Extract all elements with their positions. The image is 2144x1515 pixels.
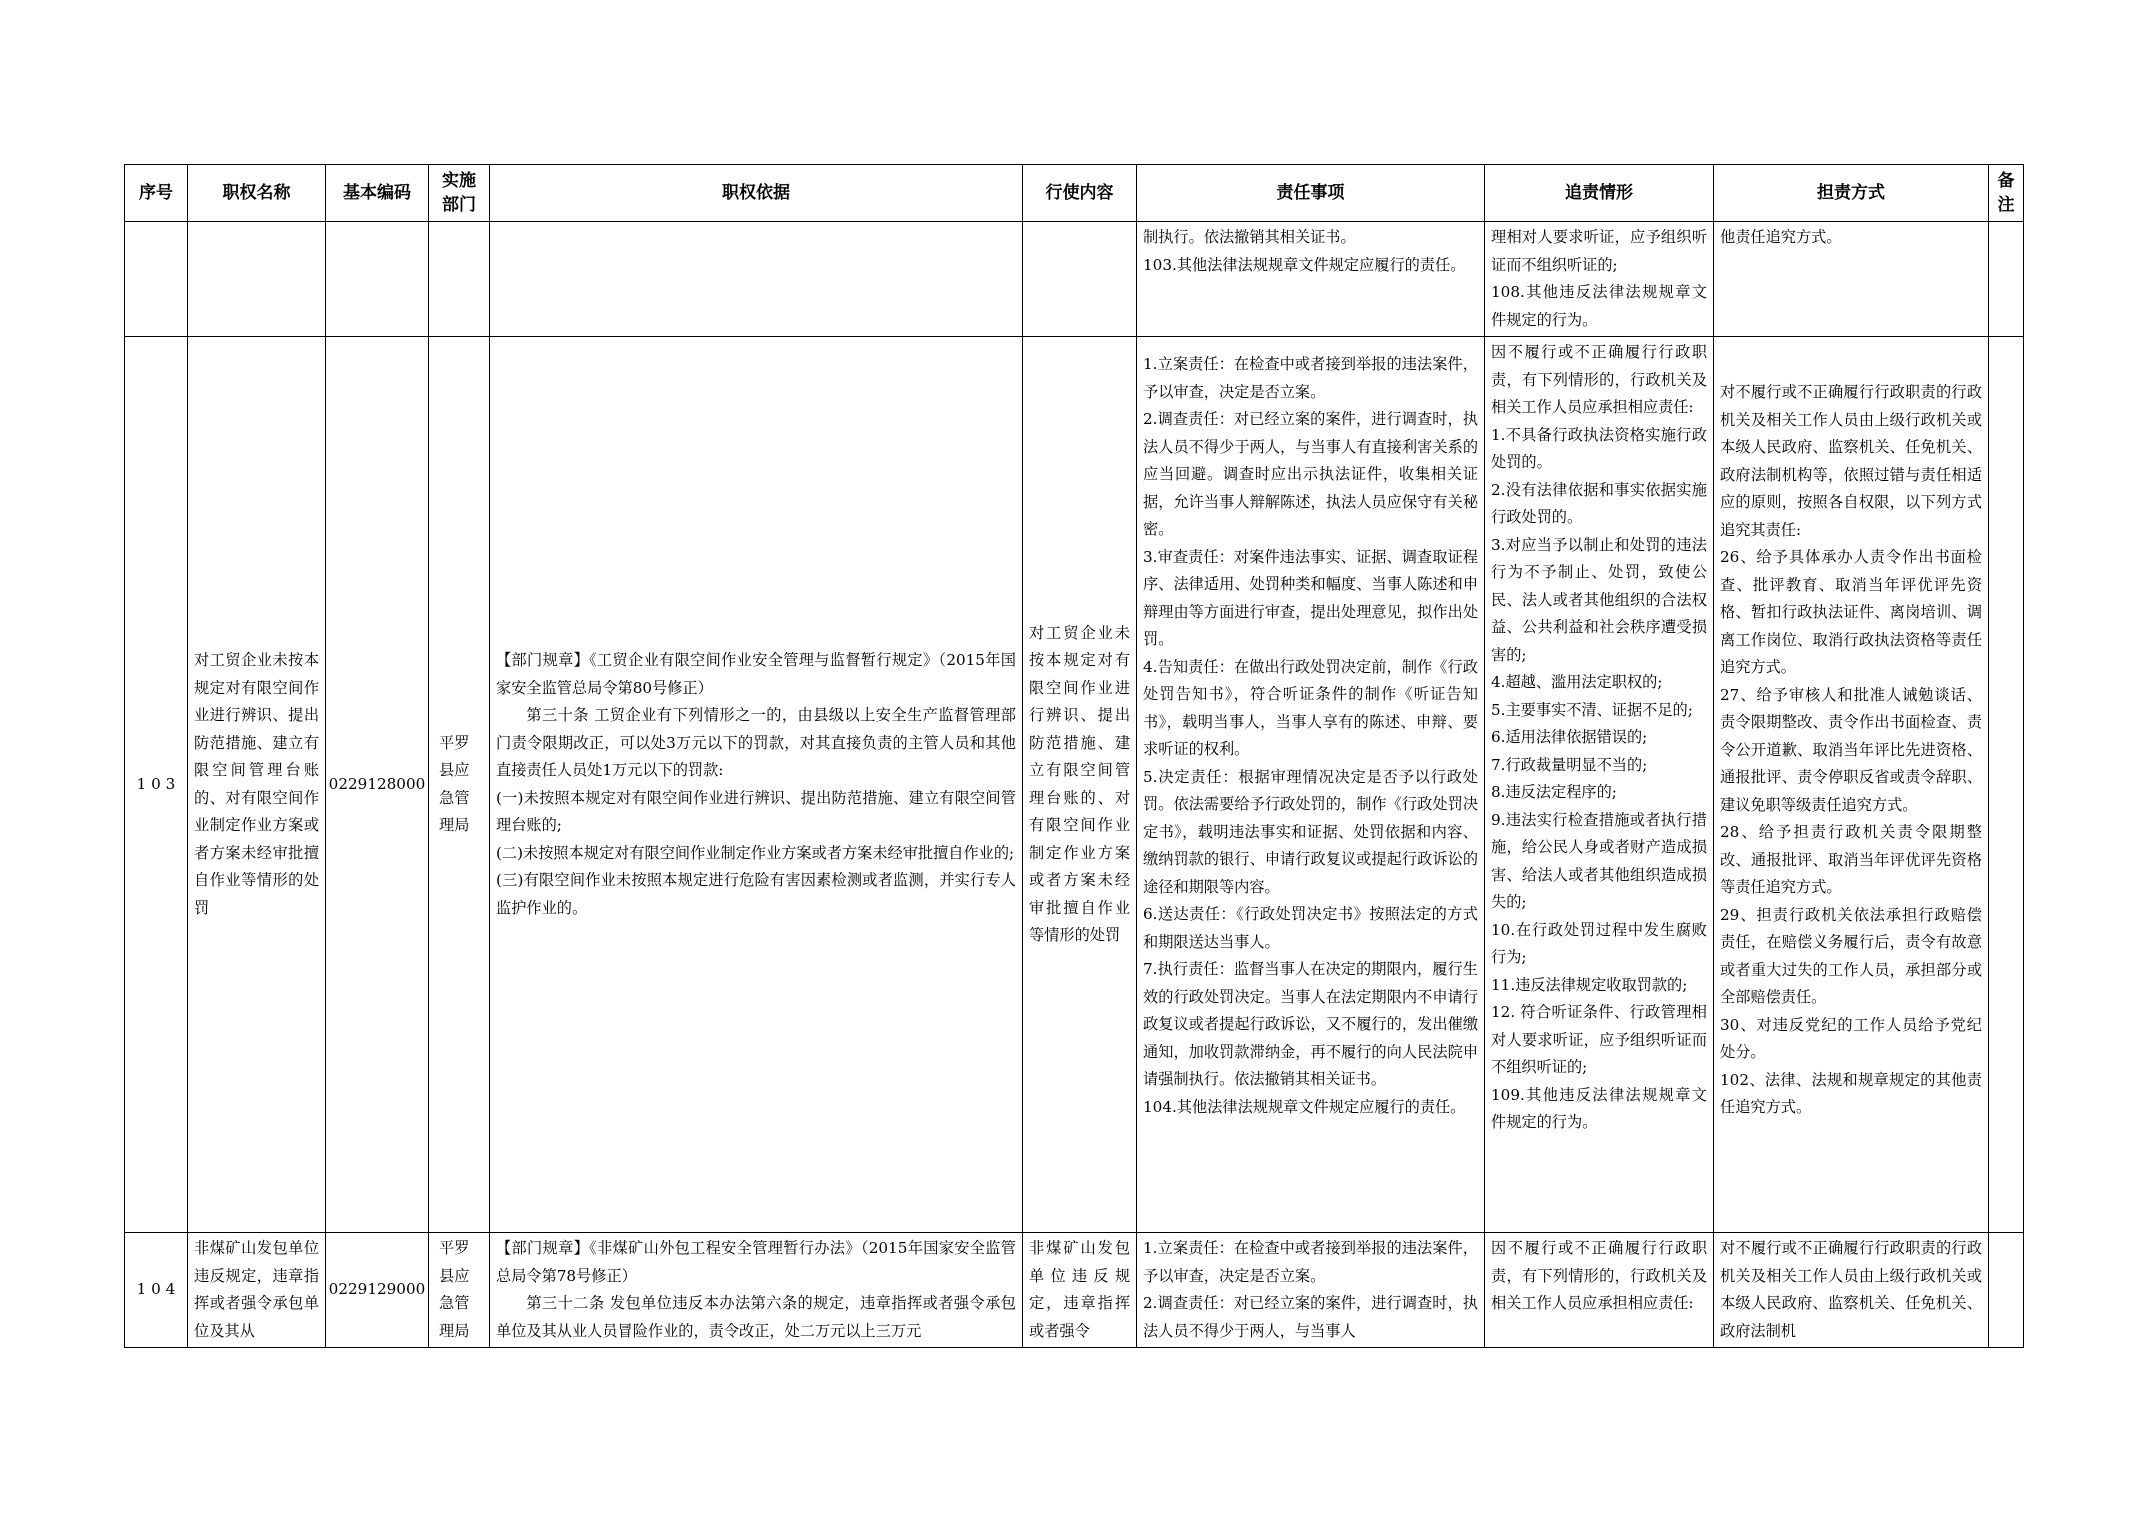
table-row (125, 1233, 2024, 1348)
responsibility-line: 102、法律、法规和规章规定的其他责任追究方式。 (1720, 1070, 1982, 1116)
header-duties: 责任事项 (1137, 165, 1485, 222)
accountability-line: 109.其他违反法律法规规章文件规定的行为。 (1491, 1085, 1707, 1131)
accountability-line: 8.违反法定程序的; (1491, 783, 1617, 801)
accountability-line: 9.违法实行检查措施或者执行措施，给公民人身或者财产造成损害、给法人或者其他组织造成损失的; (1491, 810, 1707, 911)
accountability-line: 理相对人要求听证，应予组织听证而不组织听证的; (1491, 228, 1707, 274)
accountability-line: 7.行政裁量明显不当的; (1491, 755, 1648, 774)
basis-line: (二)未按照本规定对有限空间作业制定作业方案或者方案未经审批擅自作业的; (496, 843, 1015, 862)
cell-name: 对工贸企业未按本规定对有限空间作业进行辨识、提出防范措施、建立有限空间管理台账的、对有限空间作业制定作业方案或者方案未经审批擅自作业等情形的处罚 (188, 337, 326, 1233)
cell-responsibility (1714, 222, 1989, 337)
cell-code (326, 222, 429, 337)
cell-accountability (1485, 222, 1714, 337)
cell-seq: 1 0 4 (125, 1233, 188, 1348)
cell-content (1023, 222, 1137, 337)
basis-line: 【部门规章】《工贸企业有限空间作业安全管理与监督暂行规定》（2015年国家安全监管总局令第80号修正） (496, 651, 1016, 697)
cell-accountability (1485, 337, 1714, 1233)
accountability-line: 108.其他违反法律法规规章文件规定的行为。 (1491, 283, 1707, 329)
header-name: 职权名称 (188, 165, 326, 222)
cell-code: 0229129000 (326, 1233, 429, 1348)
cell-dept: 平罗县应急管理局 (429, 337, 490, 1233)
duty-line: 2.调查责任：对已经立案的案件，进行调查时，执法人员不得少于两人，与当事人 (1143, 1294, 1478, 1340)
header-code: 基本编码 (326, 165, 429, 222)
cell-remark (1989, 222, 2024, 337)
accountability-line: 因不履行或不正确履行行政职责，有下列情形的，行政机关及相关工作人员应承担相应责任: (1491, 1239, 1707, 1312)
responsibility-line: 他责任追究方式。 (1720, 228, 1842, 246)
header-basis: 职权依据 (490, 165, 1023, 222)
duty-line: 1.立案责任：在检查中或者接到举报的违法案件，予以审查，决定是否立案。 (1143, 1239, 1478, 1285)
header-remark: 备注 (1989, 165, 2024, 222)
basis-line: 第三十条 工贸企业有下列情形之一的，由县级以上安全生产监督管理部门责令限期改正，可以处3万元以下的罚款，对其直接负责的主管人员和其他直接责任人员处1万元以下的罚款: (496, 706, 1016, 779)
cell-dept (429, 222, 490, 337)
duty-line: 3.审查责任：对案件违法事实、证据、调查取证程序、法律适用、处罚种类和幅度、当事人陈述和申辩理由等方面进行审查，提出处理意见，拟作出处罚。 (1143, 547, 1478, 648)
duty-line: 6.送达责任：《行政处罚决定书》按照法定的方式和期限送达当事人。 (1143, 905, 1478, 951)
basis-line: (三)有限空间作业未按照本规定进行危险有害因素检测或者监测，并实行专人监护作业的。 (496, 871, 1016, 917)
accountability-line: 5.主要事实不清、证据不足的; (1491, 700, 1693, 719)
cell-seq (125, 222, 188, 337)
header-accountability: 追责情形 (1485, 165, 1714, 222)
accountability-line: 6.适用法律依据错误的; (1491, 728, 1648, 746)
power-list-table (124, 164, 2024, 1348)
accountability-line: 10.在行政处罚过程中发生腐败行为; (1491, 920, 1707, 966)
header-seq: 序号 (125, 165, 188, 222)
cell-remark (1989, 337, 2024, 1233)
duty-line: 104.其他法律法规规章文件规定应履行的责任。 (1143, 1097, 1466, 1116)
responsibility-line: 28、给予担责行政机关责令限期整改、通报批评、取消当年评优评先资格等责任追究方式。 (1720, 823, 1982, 896)
cell-responsibility (1714, 337, 1989, 1233)
cell-responsibility (1714, 1233, 1989, 1348)
cell-code: 0229128000 (326, 337, 429, 1233)
basis-line: 【部门规章】《非煤矿山外包工程安全管理暂行办法》（2015年国家安全监管总局令第78号修正） (496, 1239, 1016, 1285)
cell-content: 非煤矿山发包单位违反规定，违章指挥或者强令 (1023, 1233, 1137, 1348)
basis-line: (一)未按照本规定对有限空间作业进行辨识、提出防范措施、建立有限空间管理台账的; (496, 788, 1016, 834)
cell-basis (490, 1233, 1023, 1348)
cell-accountability (1485, 1233, 1714, 1348)
accountability-line: 11.违反法律规定收取罚款的; (1491, 975, 1688, 994)
cell-content: 对工贸企业未按本规定对有限空间作业进行辨识、提出防范措施、建立有限空间管理台账的、对有限空间作业制定作业方案或者方案未经审批擅自作业等情形的处罚 (1023, 337, 1137, 1233)
duty-line: 7.执行责任：监督当事人在决定的期限内，履行生效的行政处罚决定。当事人在法定期限内不申请行政复议或者提起行政诉讼，又不履行的，发出催缴通知，加收罚款滞纳金，再不履行的向人民法院申请强制执行。依法撤销其相关证书。 (1143, 960, 1478, 1088)
responsibility-line: 27、给予审核人和批准人诫勉谈话、责令限期整改、责令作出书面检查、责令公开道歉、取消当年评比先进资格、通报批评、责令停职反省或责令辞职、建议免职等级责任追究方式。 (1720, 685, 1982, 814)
duty-line: 4.告知责任：在做出行政处罚决定前，制作《行政处罚告知书》，符合听证条件的制作《听证告知书》，载明当事人，当事人享有的陈述、申辩、要求听证的权利。 (1143, 657, 1478, 758)
cell-duties (1137, 222, 1485, 337)
accountability-line: 12. 符合听证条件、行政管理相对人要求听证，应予组织听证而不组织听证的; (1491, 1003, 1707, 1076)
header-dept: 实施部门 (429, 165, 490, 222)
header-content: 行使内容 (1023, 165, 1137, 222)
basis-line: 第三十二条 发包单位违反本办法第六条的规定，违章指挥或者强令承包单位及其从业人员冒险作业的，责令改正，处二万元以上三万元 (496, 1294, 1016, 1340)
cell-remark (1989, 1233, 2024, 1348)
cell-basis (490, 337, 1023, 1233)
table-row (125, 337, 2024, 1233)
duty-line: 2.调查责任：对已经立案的案件，进行调查时，执法人员不得少于两人，与当事人有直接利害关系的应当回避。调查时应出示执法证件，收集相关证据，允许当事人辩解陈述，执法人员应保守有关秘密。 (1143, 410, 1478, 538)
duty-line: 1.立案责任：在检查中或者接到举报的违法案件，予以审查，决定是否立案。 (1143, 355, 1478, 401)
cell-duties (1137, 337, 1485, 1233)
responsibility-line: 对不履行或不正确履行行政职责的行政机关及相关工作人员由上级行政机关或本级人民政府、监察机关、任免机关、政府法制机 (1720, 1239, 1982, 1340)
responsibility-line: 30、对违反党纪的工作人员给予党纪处分。 (1720, 1015, 1982, 1061)
responsibility-line: 对不履行或不正确履行行政职责的行政机关及相关工作人员由上级行政机关或本级人民政府、监察机关、任免机关、政府法制机构等，依照过错与责任相适应的原则，按照各自权限，以下列方式追究其责任: (1720, 383, 1982, 539)
duty-line: 5.决定责任：根据审理情况决定是否予以行政处罚。依法需要给予行政处罚的，制作《行政处罚决定书》，载明违法事实和证据、处罚依据和内容、缴纳罚款的银行、申请行政复议或提起行政诉讼的途径和期限等内容。 (1143, 767, 1478, 896)
cell-name: 非煤矿山发包单位违反规定，违章指挥或者强令承包单位及其从 (188, 1233, 326, 1348)
header-row (125, 165, 2024, 222)
duty-line: 制执行。依法撤销其相关证书。 (1143, 228, 1356, 246)
accountability-line: 2.没有法律依据和事实依据实施行政处罚的。 (1491, 480, 1707, 526)
cell-seq: 1 0 3 (125, 337, 188, 1233)
cell-dept: 平罗县应急管理局 (429, 1233, 490, 1348)
responsibility-line: 26、给予具体承办人责令作出书面检查、批评教育、取消当年评优评先资格、暂扣行政执法证件、离岗培训、调离工作岗位、取消行政执法资格等责任追究方式。 (1720, 548, 1982, 676)
accountability-line: 4.超越、滥用法定职权的; (1491, 673, 1663, 691)
cell-name (188, 222, 326, 337)
accountability-line: 1.不具备行政执法资格实施行政处罚的。 (1491, 425, 1707, 471)
accountability-line: 因不履行或不正确履行行政职责，有下列情形的，行政机关及相关工作人员应承担相应责任: (1491, 343, 1707, 416)
responsibility-line: 29、担责行政机关依法承担行政赔偿责任，在赔偿义务履行后，责令有故意或者重大过失的工作人员，承担部分或全部赔偿责任。 (1720, 905, 1982, 1006)
duty-line: 103.其他法律法规规章文件规定应履行的责任。 (1143, 255, 1466, 274)
header-responsibility: 担责方式 (1714, 165, 1989, 222)
table-row (125, 222, 2024, 337)
cell-duties (1137, 1233, 1485, 1348)
cell-basis (490, 222, 1023, 337)
accountability-line: 3.对应当予以制止和处罚的违法行为不予制止、处罚，致使公民、法人或者其他组织的合法权益、公共利益和社会秩序遭受损害的; (1491, 535, 1707, 664)
